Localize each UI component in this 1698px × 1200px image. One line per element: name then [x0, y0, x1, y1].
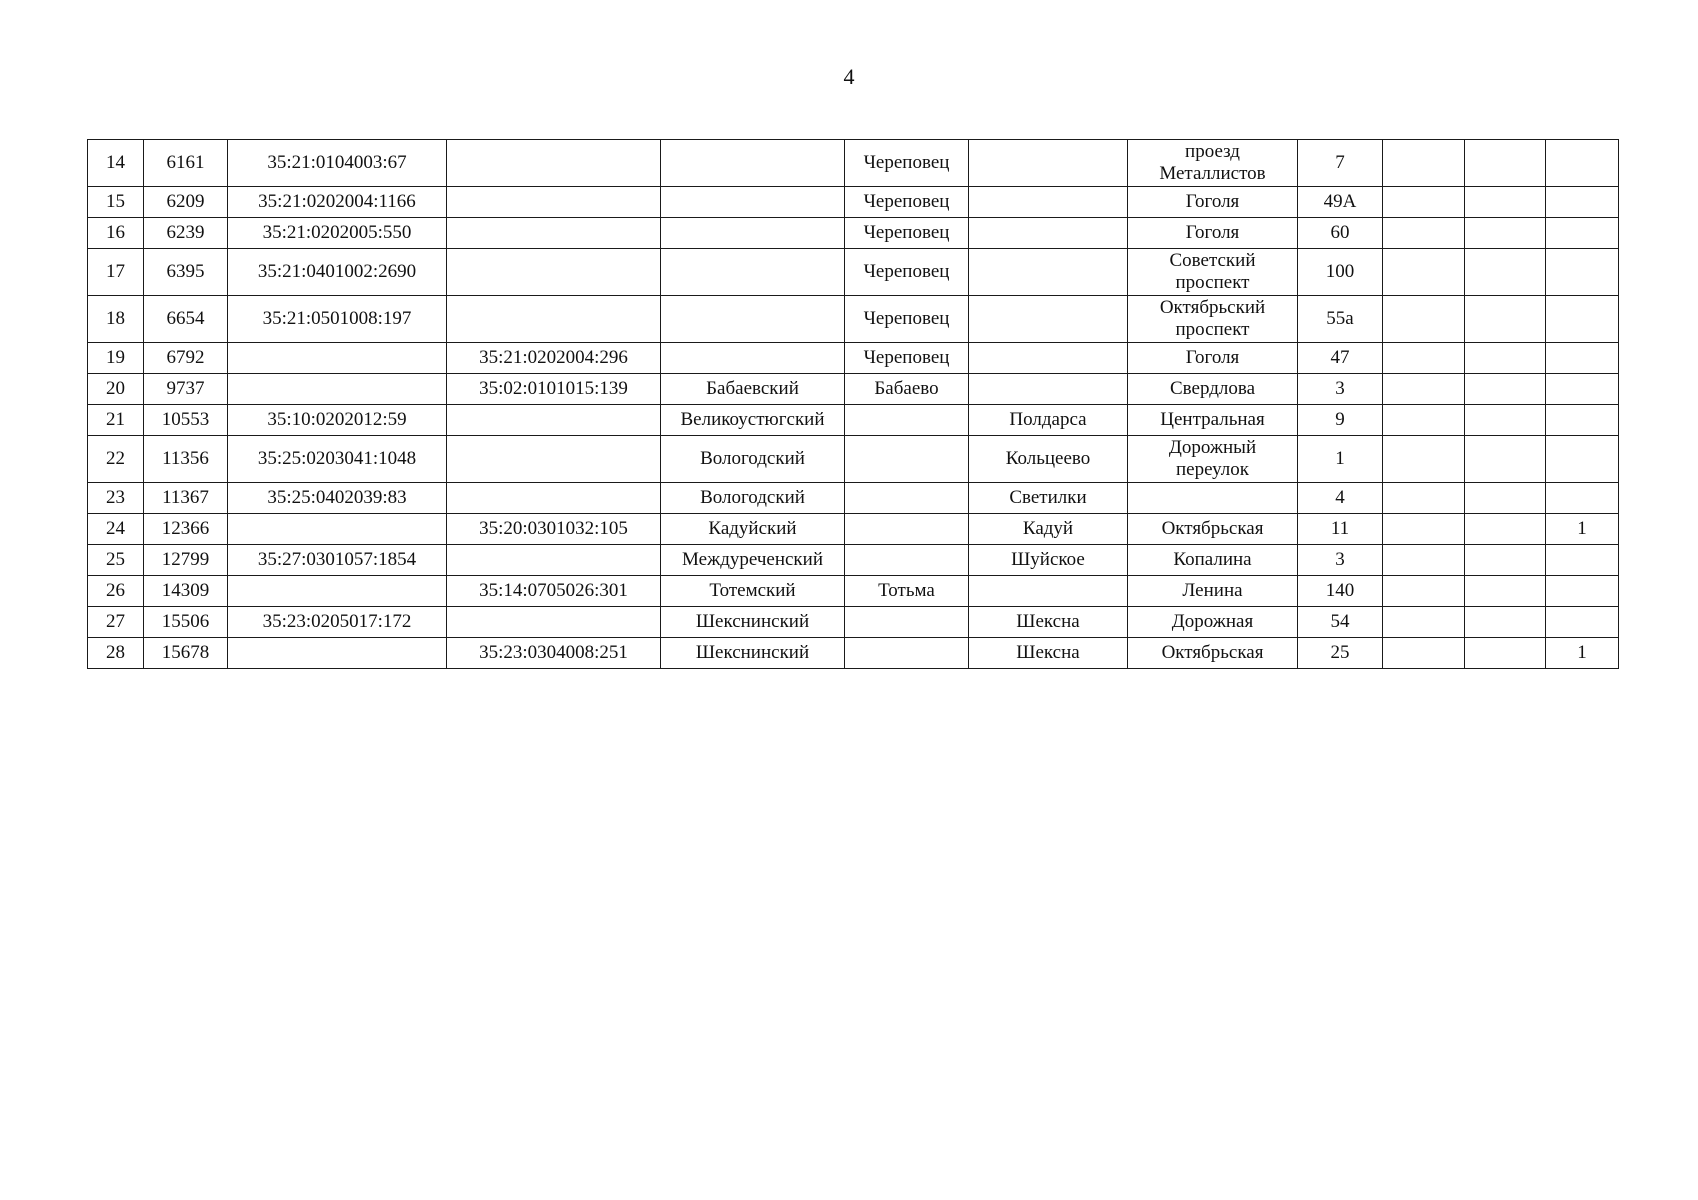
table-row [88, 249, 1619, 296]
cell-extra-2 [1465, 296, 1546, 343]
cell-extra-2 [1465, 638, 1546, 669]
table-row [88, 576, 1619, 607]
cell-cadastral-number-alt [447, 545, 661, 576]
cell-house: 7 [1298, 140, 1383, 187]
cell-city: Тотьма [845, 576, 969, 607]
cell-extra-3 [1546, 249, 1619, 296]
cell-object-id: 6654 [144, 296, 228, 343]
cell-settlement: Полдарса [969, 405, 1128, 436]
cell-cadastral-number-alt [447, 607, 661, 638]
cell-cadastral-number-alt: 35:02:0101015:139 [447, 374, 661, 405]
cell-settlement [969, 218, 1128, 249]
cell-settlement [969, 343, 1128, 374]
cell-extra-1 [1383, 436, 1465, 483]
cell-row-number: 15 [88, 187, 144, 218]
table-row [88, 187, 1619, 218]
table-row [88, 343, 1619, 374]
cell-extra-1 [1383, 218, 1465, 249]
cell-cadastral-number: 35:21:0202005:550 [228, 218, 447, 249]
cell-extra-3 [1546, 436, 1619, 483]
cell-house: 55а [1298, 296, 1383, 343]
cell-street: проезд Металлистов [1128, 140, 1298, 187]
cell-extra-2 [1465, 343, 1546, 374]
table-row [88, 514, 1619, 545]
cell-extra-1 [1383, 638, 1465, 669]
cell-extra-2 [1465, 483, 1546, 514]
cell-extra-1 [1383, 374, 1465, 405]
cell-object-id: 12366 [144, 514, 228, 545]
cell-extra-2 [1465, 576, 1546, 607]
cell-object-id: 6209 [144, 187, 228, 218]
cell-extra-1 [1383, 296, 1465, 343]
cell-object-id: 10553 [144, 405, 228, 436]
cell-street: Гоголя [1128, 218, 1298, 249]
cell-cadastral-number-alt [447, 436, 661, 483]
cell-cadastral-number: 35:10:0202012:59 [228, 405, 447, 436]
cell-house: 9 [1298, 405, 1383, 436]
cell-extra-1 [1383, 249, 1465, 296]
cell-object-id: 6395 [144, 249, 228, 296]
cell-district: Шекснинский [661, 638, 845, 669]
cell-extra-3 [1546, 576, 1619, 607]
cell-extra-2 [1465, 545, 1546, 576]
cell-extra-2 [1465, 249, 1546, 296]
cell-district: Шекснинский [661, 607, 845, 638]
cell-cadastral-number-alt [447, 187, 661, 218]
cell-row-number: 14 [88, 140, 144, 187]
cell-settlement: Шексна [969, 638, 1128, 669]
cell-house: 3 [1298, 374, 1383, 405]
cell-city: Бабаево [845, 374, 969, 405]
cell-extra-1 [1383, 187, 1465, 218]
table-row [88, 140, 1619, 187]
cell-city [845, 436, 969, 483]
cell-city: Череповец [845, 343, 969, 374]
cell-district: Вологодский [661, 436, 845, 483]
cell-street: Октябрьская [1128, 514, 1298, 545]
cell-settlement [969, 296, 1128, 343]
cell-city [845, 405, 969, 436]
table-row [88, 638, 1619, 669]
cell-object-id: 12799 [144, 545, 228, 576]
cell-cadastral-number: 35:25:0203041:1048 [228, 436, 447, 483]
cell-cadastral-number: 35:21:0104003:67 [228, 140, 447, 187]
cell-cadastral-number [228, 374, 447, 405]
cell-extra-2 [1465, 436, 1546, 483]
cell-cadastral-number-alt [447, 483, 661, 514]
cell-row-number: 19 [88, 343, 144, 374]
cell-extra-2 [1465, 607, 1546, 638]
cell-street: Копалина [1128, 545, 1298, 576]
cell-row-number: 24 [88, 514, 144, 545]
cell-city [845, 514, 969, 545]
cell-row-number: 20 [88, 374, 144, 405]
cell-extra-3 [1546, 405, 1619, 436]
cell-row-number: 16 [88, 218, 144, 249]
cell-district [661, 249, 845, 296]
cell-street: Центральная [1128, 405, 1298, 436]
cell-settlement [969, 140, 1128, 187]
cell-object-id: 15678 [144, 638, 228, 669]
cell-city [845, 638, 969, 669]
cell-extra-3 [1546, 545, 1619, 576]
cell-settlement [969, 374, 1128, 405]
cell-district: Междуреченский [661, 545, 845, 576]
cell-row-number: 28 [88, 638, 144, 669]
cell-street: Дорожный переулок [1128, 436, 1298, 483]
cell-object-id: 6161 [144, 140, 228, 187]
cell-city: Череповец [845, 218, 969, 249]
table-row [88, 483, 1619, 514]
cell-extra-3 [1546, 607, 1619, 638]
cell-street: Советский проспект [1128, 249, 1298, 296]
cell-object-id: 6239 [144, 218, 228, 249]
cell-cadastral-number-alt: 35:23:0304008:251 [447, 638, 661, 669]
cell-house: 140 [1298, 576, 1383, 607]
cell-city: Череповец [845, 140, 969, 187]
cell-city [845, 483, 969, 514]
cell-row-number: 25 [88, 545, 144, 576]
cell-cadastral-number-alt: 35:14:0705026:301 [447, 576, 661, 607]
table-row [88, 374, 1619, 405]
cell-object-id: 9737 [144, 374, 228, 405]
cell-house: 100 [1298, 249, 1383, 296]
cell-city: Череповец [845, 187, 969, 218]
cell-cadastral-number-alt [447, 296, 661, 343]
cell-extra-1 [1383, 343, 1465, 374]
cell-district: Бабаевский [661, 374, 845, 405]
cell-row-number: 17 [88, 249, 144, 296]
cell-street: Дорожная [1128, 607, 1298, 638]
table-row [88, 218, 1619, 249]
cell-house: 4 [1298, 483, 1383, 514]
cell-city [845, 545, 969, 576]
cell-house: 25 [1298, 638, 1383, 669]
cell-extra-1 [1383, 514, 1465, 545]
cell-extra-3 [1546, 343, 1619, 374]
registry-table [87, 139, 1619, 669]
cell-cadastral-number: 35:21:0401002:2690 [228, 249, 447, 296]
cell-row-number: 22 [88, 436, 144, 483]
cell-street: Ленина [1128, 576, 1298, 607]
cell-extra-1 [1383, 545, 1465, 576]
cell-house: 47 [1298, 343, 1383, 374]
cell-row-number: 27 [88, 607, 144, 638]
cell-extra-3: 1 [1546, 638, 1619, 669]
cell-extra-3 [1546, 483, 1619, 514]
cell-cadastral-number-alt [447, 140, 661, 187]
cell-extra-3 [1546, 140, 1619, 187]
cell-district [661, 187, 845, 218]
cell-district [661, 343, 845, 374]
cell-extra-3 [1546, 374, 1619, 405]
page-number: 4 [843, 64, 855, 89]
cell-extra-1 [1383, 483, 1465, 514]
cell-cadastral-number: 35:25:0402039:83 [228, 483, 447, 514]
table-row [88, 296, 1619, 343]
cell-district [661, 218, 845, 249]
cell-extra-2 [1465, 140, 1546, 187]
cell-house: 3 [1298, 545, 1383, 576]
cell-extra-3 [1546, 296, 1619, 343]
table-row [88, 607, 1619, 638]
cell-settlement: Светилки [969, 483, 1128, 514]
cell-object-id: 11367 [144, 483, 228, 514]
cell-row-number: 26 [88, 576, 144, 607]
cell-cadastral-number: 35:21:0501008:197 [228, 296, 447, 343]
cell-cadastral-number-alt: 35:20:0301032:105 [447, 514, 661, 545]
cell-city: Череповец [845, 296, 969, 343]
cell-cadastral-number: 35:23:0205017:172 [228, 607, 447, 638]
cell-extra-1 [1383, 607, 1465, 638]
cell-district [661, 296, 845, 343]
cell-extra-3: 1 [1546, 514, 1619, 545]
cell-settlement: Шуйское [969, 545, 1128, 576]
cell-house: 54 [1298, 607, 1383, 638]
cell-extra-2 [1465, 514, 1546, 545]
cell-district [661, 140, 845, 187]
cell-object-id: 15506 [144, 607, 228, 638]
cell-extra-3 [1546, 187, 1619, 218]
cell-city: Череповец [845, 249, 969, 296]
cell-district: Вологодский [661, 483, 845, 514]
cell-settlement [969, 187, 1128, 218]
cell-district: Кадуйский [661, 514, 845, 545]
cell-extra-2 [1465, 218, 1546, 249]
cell-city [845, 607, 969, 638]
cell-extra-1 [1383, 405, 1465, 436]
cell-extra-2 [1465, 374, 1546, 405]
cell-row-number: 18 [88, 296, 144, 343]
cell-district: Тотемский [661, 576, 845, 607]
cell-object-id: 14309 [144, 576, 228, 607]
cell-street [1128, 483, 1298, 514]
cell-house: 1 [1298, 436, 1383, 483]
cell-cadastral-number: 35:21:0202004:1166 [228, 187, 447, 218]
cell-street: Гоголя [1128, 187, 1298, 218]
cell-settlement [969, 576, 1128, 607]
cell-cadastral-number [228, 514, 447, 545]
cell-settlement: Кадуй [969, 514, 1128, 545]
cell-row-number: 23 [88, 483, 144, 514]
cell-extra-1 [1383, 140, 1465, 187]
cell-settlement: Шексна [969, 607, 1128, 638]
cell-cadastral-number: 35:27:0301057:1854 [228, 545, 447, 576]
cell-street: Свердлова [1128, 374, 1298, 405]
cell-extra-1 [1383, 576, 1465, 607]
cell-settlement: Кольцеево [969, 436, 1128, 483]
cell-house: 49А [1298, 187, 1383, 218]
cell-house: 60 [1298, 218, 1383, 249]
cell-row-number: 21 [88, 405, 144, 436]
cell-cadastral-number-alt [447, 405, 661, 436]
cell-object-id: 6792 [144, 343, 228, 374]
cell-cadastral-number-alt: 35:21:0202004:296 [447, 343, 661, 374]
cell-cadastral-number [228, 343, 447, 374]
cell-cadastral-number-alt [447, 249, 661, 296]
cell-house: 11 [1298, 514, 1383, 545]
cell-extra-2 [1465, 187, 1546, 218]
cell-cadastral-number [228, 638, 447, 669]
table-row [88, 545, 1619, 576]
cell-cadastral-number-alt [447, 218, 661, 249]
cell-street: Октябрьский проспект [1128, 296, 1298, 343]
cell-district: Великоустюгский [661, 405, 845, 436]
cell-object-id: 11356 [144, 436, 228, 483]
table-row [88, 405, 1619, 436]
cell-extra-3 [1546, 218, 1619, 249]
cell-cadastral-number [228, 576, 447, 607]
cell-street: Октябрьская [1128, 638, 1298, 669]
cell-settlement [969, 249, 1128, 296]
cell-extra-2 [1465, 405, 1546, 436]
table-row [88, 436, 1619, 483]
cell-street: Гоголя [1128, 343, 1298, 374]
